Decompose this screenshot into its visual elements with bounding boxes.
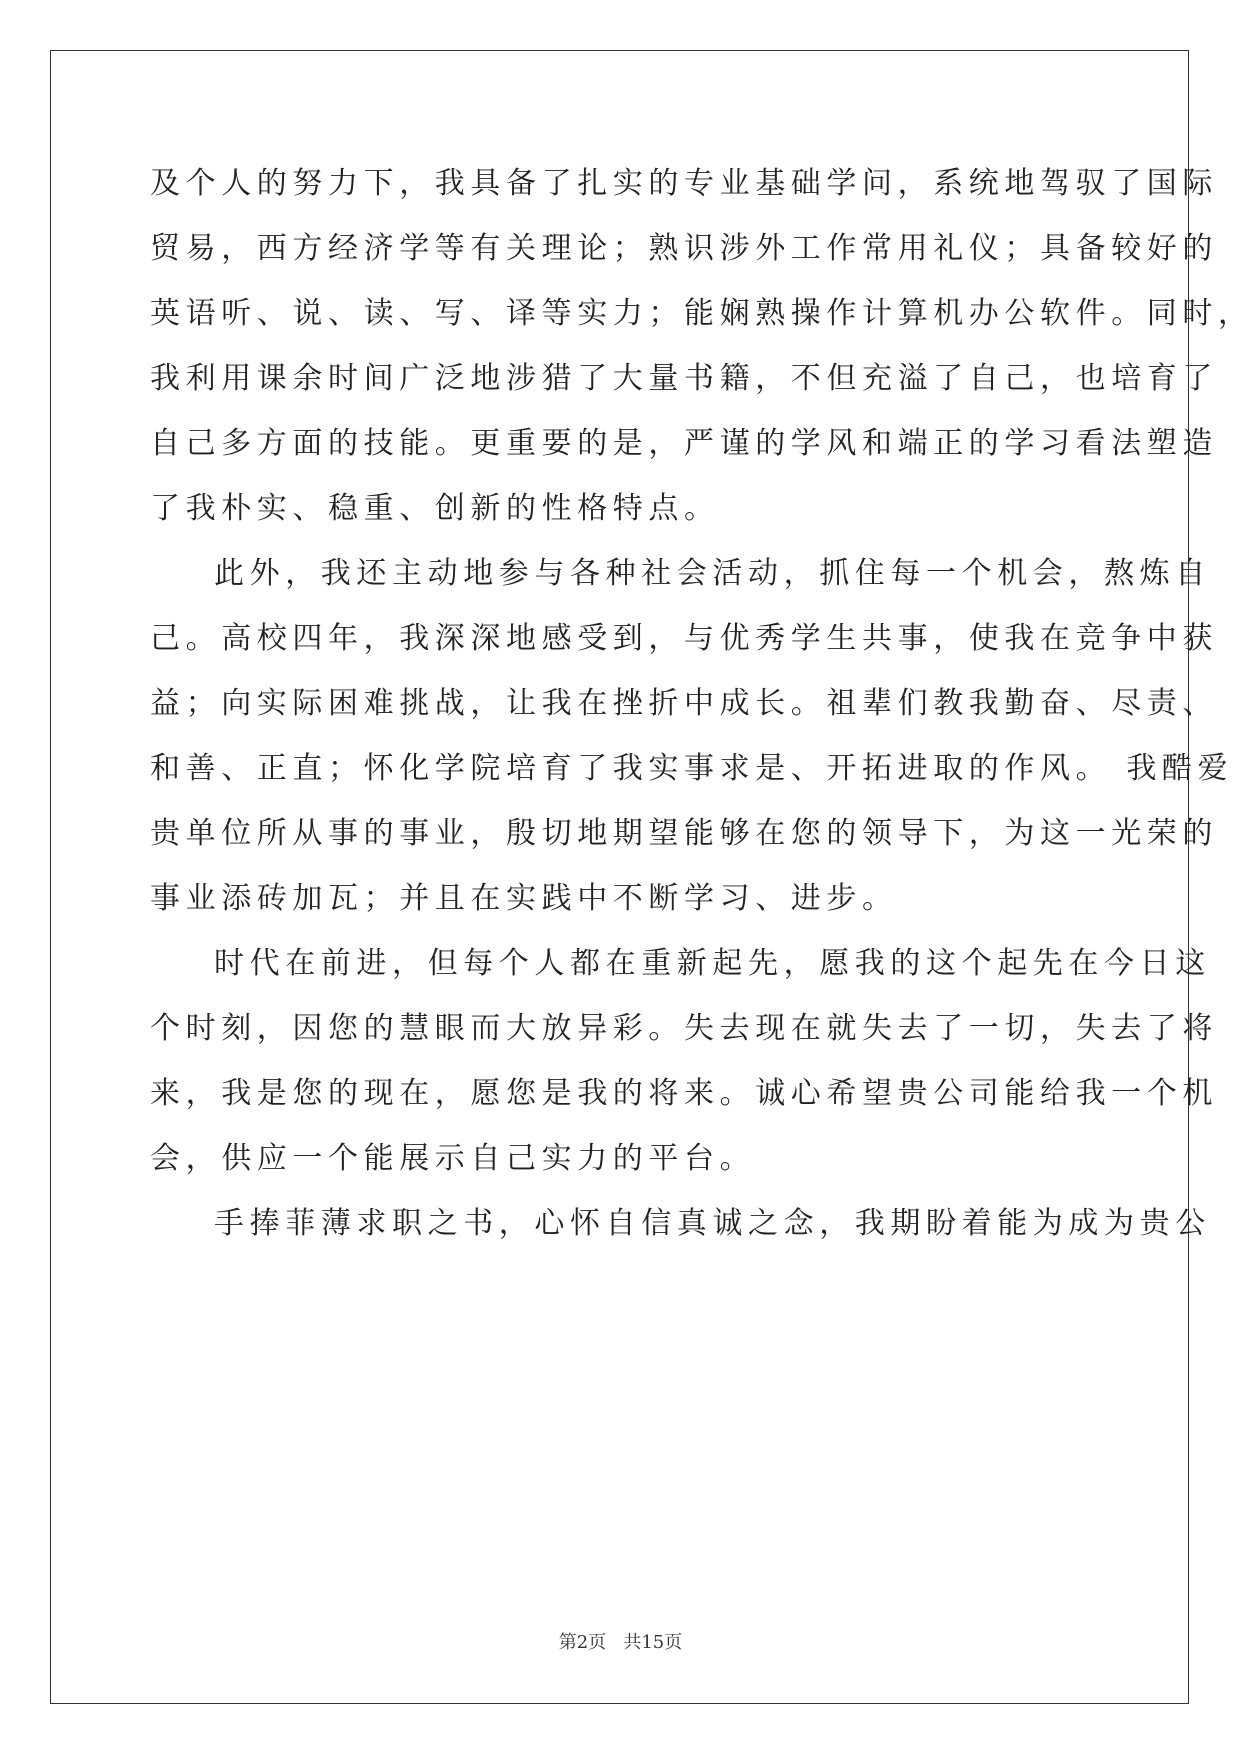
text-line: 自己多方面的技能。更重要的是，严谨的学风和端正的学习看法塑造 bbox=[150, 426, 1218, 461]
paragraph-first-line: 此外，我还主动地参与各种社会活动，抓住每一个机会，熬炼自 bbox=[214, 556, 1211, 591]
text-line: 贵单位所从事的事业，殷切地期望能够在您的领导下，为这一光荣的 bbox=[150, 816, 1218, 851]
document-body bbox=[150, 160, 1254, 1265]
page-number-footer: 第2页 共15页 bbox=[558, 1632, 683, 1653]
paragraph-first-line: 手捧菲薄求职之书，心怀自信真诚之念，我期盼着能为成为贵公 bbox=[214, 1206, 1211, 1241]
text-line: 贸易，西方经济学等有关理论；熟识涉外工作常用礼仪；具备较好的 bbox=[150, 231, 1218, 266]
text-line: 了我朴实、稳重、创新的性格特点。 bbox=[150, 491, 720, 526]
text-line: 个时刻，因您的慧眼而大放异彩。失去现在就失去了一切，失去了将 bbox=[150, 1011, 1218, 1046]
text-line: 己。高校四年，我深深地感受到，与优秀学生共事，使我在竞争中获 bbox=[150, 621, 1218, 656]
text-line: 及个人的努力下，我具备了扎实的专业基础学问，系统地驾驭了国际 bbox=[150, 166, 1218, 201]
text-line: 会，供应一个能展示自己实力的平台。 bbox=[150, 1141, 756, 1176]
text-line: 益；向实际困难挑战，让我在挫折中成长。祖辈们教我勤奋、尽责、 bbox=[150, 686, 1218, 721]
text-line: 和善、正直；怀化学院培育了我实事求是、开拓进取的作风。 我酷爱 bbox=[150, 751, 1234, 786]
paragraph-first-line: 时代在前进，但每个人都在重新起先，愿我的这个起先在今日这 bbox=[214, 946, 1211, 981]
text-line: 英语听、说、读、写、译等实力；能娴熟操作计算机办公软件。同时， bbox=[150, 296, 1254, 331]
text-line: 事业添砖加瓦；并且在实践中不断学习、进步。 bbox=[150, 881, 898, 916]
text-line: 来，我是您的现在，愿您是我的将来。诚心希望贵公司能给我一个机 bbox=[150, 1076, 1218, 1111]
text-line: 我利用课余时间广泛地涉猎了大量书籍，不但充溢了自己，也培育了 bbox=[150, 361, 1218, 396]
